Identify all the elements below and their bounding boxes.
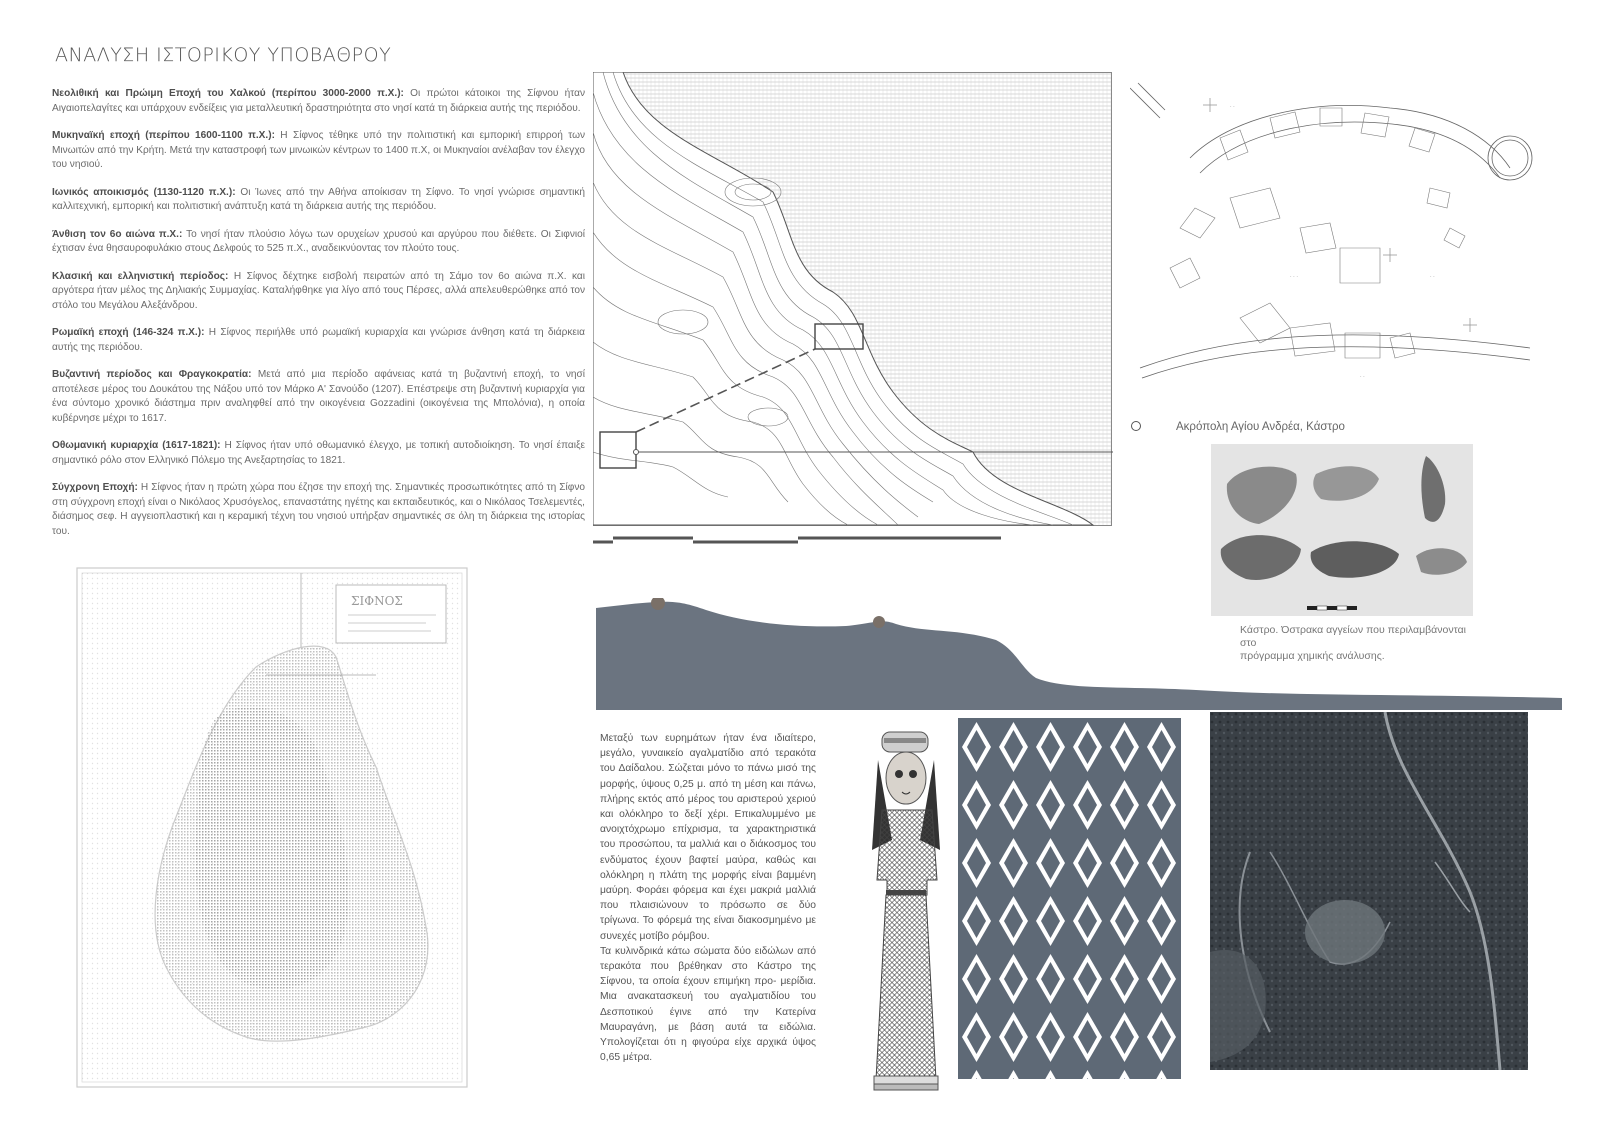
topographic-map-icon xyxy=(593,72,1113,545)
acropolis-pin-icon xyxy=(1131,421,1141,431)
svg-text:· ·: · · xyxy=(1430,274,1435,280)
aerial-photo-icon xyxy=(1210,712,1528,1070)
history-paragraph xyxy=(52,270,585,314)
rhombus-pattern-icon xyxy=(958,718,1181,1079)
history-body: Η Σίφνος ήταν η πρώτη χώρα που έζησε την εποχή της. Σημαντικές προσωπικότητες από τη Σίφνο στη σύγχρονη εποχή είναι ο Νικόλαος Χρυσόγελος, επαναστάτης ηγέτης και εκπαιδευτικός, και ο Νικόλαος Τσελεμεντές, διάσημος σεφ. Η αγγειοπλαστική και η κεραμική τέχνη του νησιού υπήρξαν σημαντικές σε όλη τη διάρκεια της ιστορίας του. xyxy=(52,482,585,538)
history-heading: Βυζαντινή περίοδος και Φραγκοκρατία: xyxy=(52,369,252,381)
svg-text:· · ·: · · · xyxy=(1290,274,1298,280)
history-body: Η Σίφνος ήταν υπό οθωμανικό έλεγχο, με τοπική αυτοδιοίκηση. Το νησί έπαιξε σημαντικό ρόλο στον Ελληνικό Πόλεμο της Ανεξαρτησίας το 1821. xyxy=(52,440,585,466)
history-paragraph xyxy=(52,129,585,173)
figurine-icon xyxy=(852,730,960,1100)
history-paragraph xyxy=(52,481,585,539)
history-heading: Οθωμανική κυριαρχία (1617-1821): xyxy=(52,440,221,452)
history-paragraph xyxy=(52,186,585,215)
history-paragraph xyxy=(52,87,585,116)
acropolis-caption: Ακρόπολη Αγίου Ανδρέα, Κάστρο xyxy=(1176,421,1345,433)
history-body: Η Σίφνος τέθηκε υπό την πολιτιστική και εμπορική επιρροή των Μινωιτών από την Κρήτη. Μετά την καταστροφή των μινωικών κέντρων το 1400 π.Χ, οι Μυκηναίοι ανέλαβαν τον έλεγχο του νησιού. xyxy=(52,129,585,171)
history-heading: Νεολιθική και Πρώιμη Εποχή του Χαλκού (περίπου 3000-2000 π.Χ.): xyxy=(52,88,404,99)
figurine-paragraph: Μεταξύ των ευρημάτων ήταν ένα ιδιαίτερο, μεγάλο, γυναικείο αγαλματίδιο από τερακότα του Δαίδαλου. Σώζεται μόνο το πάνω μισό της μορφής, ύψους 0,25 μ. από τη μέση και πάνω, πλήρης εκτός από μέρος του αριστερού χεριού και ολόκληρο το δεξί χέρι. Επικαλυμμένο με ανοιχτόχρωμο επίχρισμα, τα χαρακτηριστικά του προσώπου, τα μαλλιά και ο διάκοσμος του ενδύματος έχουν βαφτεί μαύρα, καθώς και ολόκληρη η πλάτη της μορφής είναι βαμμένη μαύρη. Φοράει φόρεμα και έχει μακριά μαλλιά που πλαισιώνουν το πρόσωπο σε δύο τρίγωνα. Το φόρεμά της είναι διακοσμημένο με συνεχές μοτίβο ρόμβου. xyxy=(600,733,816,942)
history-body: Το νησί ήταν πλούσιο λόγω των ορυχείων χρυσού και αργύρου που διέθετε. Οι Σιφνιοί έχτισαν ένα θησαυροφυλάκιο στους Δελφούς το 525 π.Χ., αναδεικνύοντας τον πλούτο τους. xyxy=(52,228,585,255)
figurine-description xyxy=(600,731,816,1065)
history-heading: Μυκηναϊκή εποχή (περίπου 1600-1100 π.Χ.): xyxy=(52,129,275,141)
history-body: Η Σίφνος περιήλθε υπό ρωμαϊκή κυριαρχία και γνώρισε άνθηση κατά τη διάρκεια αυτής της περιόδου. xyxy=(52,327,585,353)
history-heading: Κλασική και ελληνιστική περίοδος: xyxy=(52,270,229,282)
history-body: Οι Ίωνες από την Αθήνα αποίκισαν τη Σίφνο. Το νησί γνώρισε σημαντική καλλιτεχνική, εμπορική και πολιτιστική ανάπτυξη κατά τη διάρκεια αυτής της περιόδου. xyxy=(52,186,585,213)
history-heading: Ιωνικός αποικισμός (1130-1120 π.Χ.): xyxy=(52,186,236,198)
history-paragraph xyxy=(52,439,585,468)
terrain-section-icon xyxy=(596,598,1562,720)
history-heading: Άνθιση τον 6ο αιώνα π.Χ.: xyxy=(52,228,183,240)
pottery-caption-line: πρόγραμμα χημικής ανάλυσης. xyxy=(1240,650,1385,662)
pottery-caption-line: Κάστρο. Όστρακα αγγείων που περιλαμβάνονται στο xyxy=(1240,624,1466,649)
history-body: Η Σίφνος δέχτηκε εισβολή πειρατών από τη Σάμο τον 6ο αιώνα π.Χ. και αργότερα ήταν μέλος της Δηλιακής Συμμαχίας. Καταλήφθηκε για λίγο από τους Πέρσες, αλλά απελευθερώθηκε από τον στόλο του Μεγάλου Αλεξάνδρου. xyxy=(52,270,585,311)
historic-map-icon xyxy=(76,567,468,1088)
pottery-photo-icon xyxy=(1211,444,1473,616)
svg-text:· ·: · · xyxy=(1230,104,1235,110)
acropolis-plan-icon xyxy=(1130,78,1540,408)
history-body: Μετά από μια περίοδο αφάνειας κατά τη βυζαντινή εποχή, το νησί αποτέλεσε μέρος του Δουκάτου της Νάξου υπό τον Μάρκο Α' Σανούδο (1207). Επέστρεψε στη βυζαντινή κυριαρχία για ένα σύντομο χρονικό διάστημα πριν αναληφθεί από την οικογένεια Gozzadini (οικογένεια της Μπολόνια), η οποία κυβέρνησε μέχρι το 1617. xyxy=(52,369,585,424)
history-heading: Σύγχρονη Εποχή: xyxy=(52,482,138,494)
history-paragraph xyxy=(52,326,585,355)
page-title: ΑΝΑΛΥΣΗ ΙΣΤΟΡΙΚΟΥ ΥΠΟΒΑΘΡΟΥ xyxy=(55,44,392,66)
svg-text:· ·: · · xyxy=(1360,374,1365,380)
history-paragraph xyxy=(52,228,585,257)
history-heading: Ρωμαϊκή εποχή (146-324 π.Χ.): xyxy=(52,327,205,339)
history-body: Οι πρώτοι κάτοικοι της Σίφνου ήταν Αιγαιοπελαγίτες και υπάρχουν ενδείξεις για μεταλλευτική δραστηριότητα στο νησί κατά τη διάρκεια αυτής της περιόδου. xyxy=(52,88,585,114)
svg-text:ΣΙΦΝΟΣ: ΣΙΦΝΟΣ xyxy=(351,594,403,608)
figurine-paragraph: Τα κυλινδρικά κάτω σώματα δύο ειδώλων από τερακότα που βρέθηκαν στο Κάστρο της Σίφνου, τα οποία έχουν επιμήκη προ- μερίδια. Μια ανακατασκευή του αγαλματιδίου του Δεσποτικού έγινε από την Κατερίνα Μαυραγάνη, με βάση αυτά τα ειδώλια. Υπολογίζεται ότι η φιγούρα είχε αρχικά ύψος 0,65 μέτρα. xyxy=(600,945,816,1064)
history-text xyxy=(52,87,585,552)
history-paragraph xyxy=(52,368,585,426)
